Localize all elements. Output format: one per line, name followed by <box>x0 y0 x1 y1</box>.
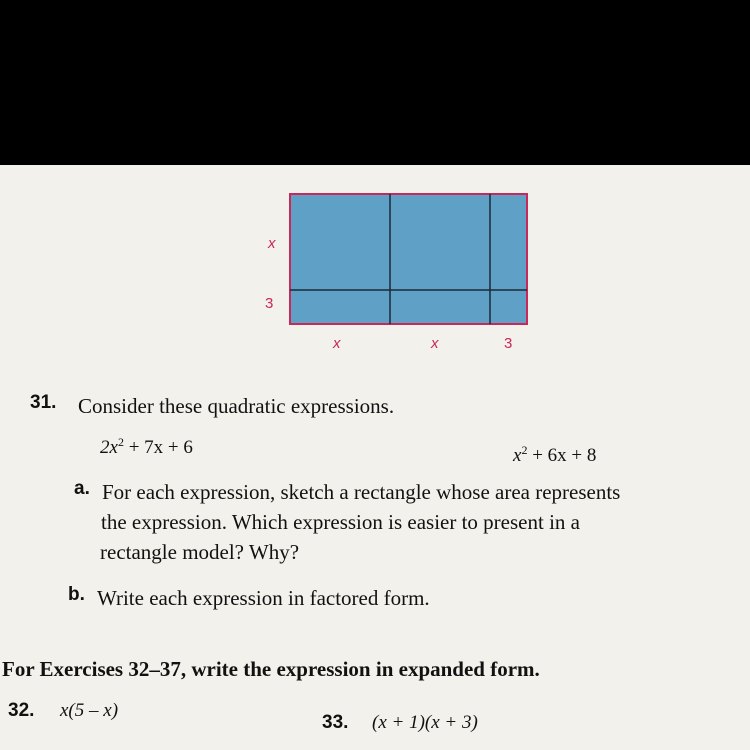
exercise-32-expression: x(5 – x) <box>60 700 119 721</box>
exercise-32-number: 32. <box>8 700 35 721</box>
exercise-33-expression: (x + 1)(x + 3) <box>372 712 478 733</box>
bottom-dim-label-x2: x <box>431 335 439 352</box>
area-model-diagram <box>289 193 528 325</box>
part-a-label: a. <box>74 478 90 499</box>
part-a-line-2: the expression. Which expression is easier to present in a <box>101 510 580 534</box>
bottom-dim-label-3: 3 <box>504 335 513 352</box>
part-a-line-3: rectangle model? Why? <box>100 540 300 564</box>
textbook-page <box>0 165 750 750</box>
bottom-dim-label-x1: x <box>333 335 341 352</box>
problem-prompt: Consider these quadratic expressions. <box>78 394 395 418</box>
expression-1: $2x^2 + 7x + 6$ <box>100 435 193 458</box>
part-b-text: Write each expression in factored form. <box>97 586 430 610</box>
part-b-label: b. <box>68 584 85 605</box>
left-dim-label-3: 3 <box>265 295 274 312</box>
area-model-rectangle <box>289 193 528 325</box>
expression-2: $x^2 + 6x + 8$ <box>513 443 597 466</box>
exercise-33-number: 33. <box>322 712 349 733</box>
part-a-line-1: For each expression, sketch a rectangle whose area represents <box>102 480 621 504</box>
exercises-heading: For Exercises 32–37, write the expression in expanded form. <box>2 657 540 681</box>
rectangle-outline <box>290 194 527 324</box>
left-dim-label-x: x <box>268 235 276 252</box>
problem-number: 31. <box>30 392 57 413</box>
